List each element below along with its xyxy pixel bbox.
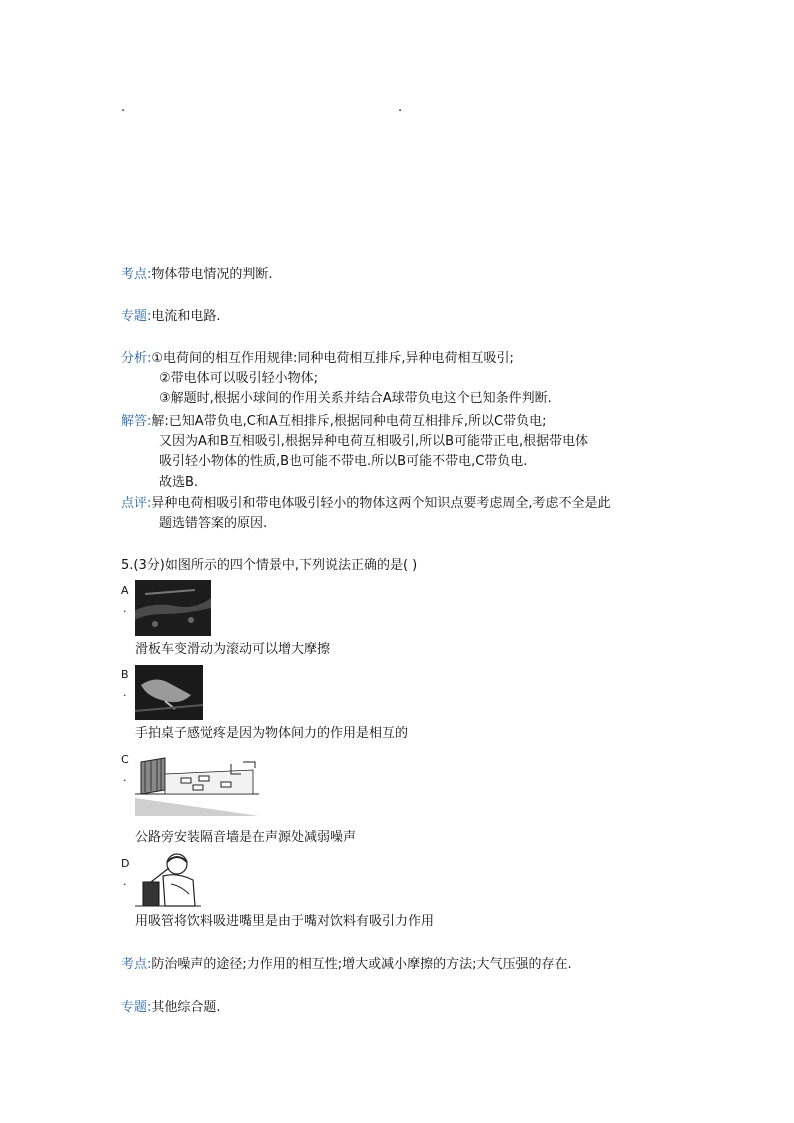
option-a-image xyxy=(135,580,211,636)
dianping-label: 点评: xyxy=(121,496,152,511)
fenxi-row xyxy=(121,350,514,368)
option-a-caption: 滑板车变滑动为滚动可以增大摩擦 xyxy=(135,642,331,657)
fenxi-label: 分析: xyxy=(121,351,152,366)
zhuanti-row xyxy=(121,308,221,326)
option-a-dot: . xyxy=(123,602,127,615)
kaodian-label: 考点: xyxy=(121,267,152,282)
option-b-dot: . xyxy=(123,686,127,699)
jieda-line-2: 又因为A和B互相吸引,根据异种电荷互相吸引,所以B可能带正电,根据带电体 xyxy=(159,434,589,449)
option-a-letter: A xyxy=(121,584,129,597)
top-dot-left: . xyxy=(121,100,126,115)
fenxi-line-2: ②带电体可以吸引轻小物体; xyxy=(159,371,319,386)
kaodian-text: 物体带电情况的判断. xyxy=(151,267,273,282)
fenxi-line-1: ①电荷间的相互作用规律:同种电荷相互排斥,异种电荷相互吸引; xyxy=(151,351,514,366)
option-c-dot: . xyxy=(123,771,127,784)
jieda-line-1: 解:已知A带负电,C和A互相排斥,根据同种电荷互相排斥,所以C带负电; xyxy=(151,414,547,429)
option-c-letter: C xyxy=(121,753,129,766)
kaodian-row xyxy=(121,266,273,284)
zhuanti-text-2: 其他综合题. xyxy=(151,1000,221,1015)
zhuanti-label: 专题: xyxy=(121,309,152,324)
option-c-caption: 公路旁安装隔音墙是在声源处减弱噪声 xyxy=(135,830,357,845)
jieda-label: 解答: xyxy=(121,414,152,429)
kaodian-text-2: 防治噪声的途径;力作用的相互性;增大或减小摩擦的方法;大气压强的存在. xyxy=(151,957,572,972)
option-d-dot: . xyxy=(123,875,127,888)
option-c-image xyxy=(135,754,259,816)
top-dot-right: . xyxy=(398,100,403,115)
dianping-line-1: 异种电荷相吸引和带电体吸引轻小的物体这两个知识点要考虑周全,考虑不全是此 xyxy=(151,496,611,511)
question-5-stem: 5.(3分)如图所示的四个情景中,下列说法正确的是( ) xyxy=(121,558,418,573)
dianping-line-2: 题选错答案的原因. xyxy=(159,516,268,531)
option-b-image xyxy=(135,665,203,720)
zhuanti-label-2: 专题: xyxy=(121,1000,152,1015)
dianping-row xyxy=(121,495,611,513)
jieda-row xyxy=(121,413,547,431)
option-b-caption: 手拍桌子感觉疼是因为物体间力的作用是相互的 xyxy=(135,726,409,741)
zhuanti-text: 电流和电路. xyxy=(151,309,221,324)
kaodian-row-2 xyxy=(121,956,572,974)
jieda-line-3: 吸引轻小物体的性质,B也可能不带电.所以B可能不带电,C带负电. xyxy=(159,454,528,469)
option-d-caption: 用吸管将饮料吸进嘴里是由于嘴对饮料有吸引力作用 xyxy=(135,914,435,929)
fenxi-line-3: ③解题时,根据小球间的作用关系并结合A球带负电这个已知条件判断. xyxy=(159,391,552,406)
option-b-letter: B xyxy=(121,668,129,681)
option-d-letter: D xyxy=(121,857,130,870)
zhuanti-row-2 xyxy=(121,999,221,1017)
jieda-line-4: 故选B. xyxy=(159,475,199,490)
option-d-image xyxy=(135,850,201,908)
kaodian-label-2: 考点: xyxy=(121,957,152,972)
